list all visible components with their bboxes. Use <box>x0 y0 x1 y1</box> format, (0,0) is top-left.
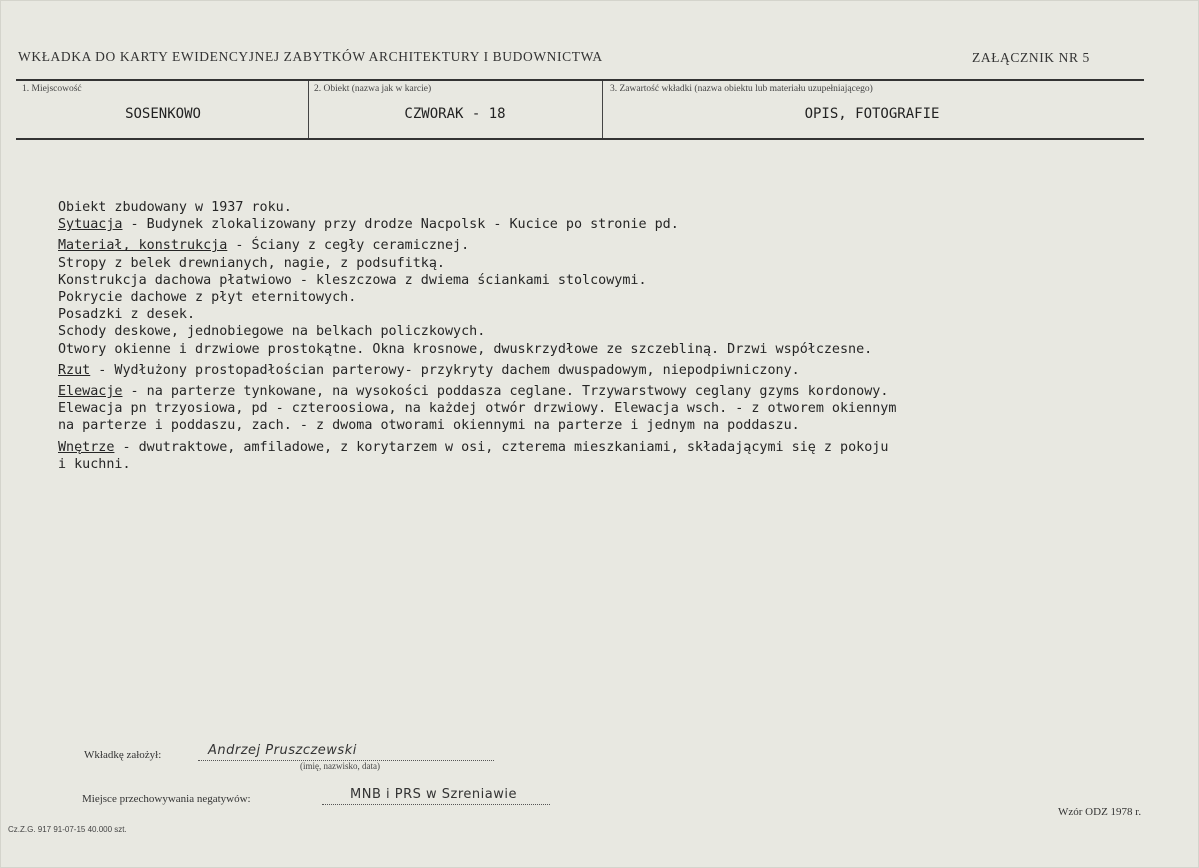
paragraph-elevations <box>58 383 1158 435</box>
storage-dotted-line <box>322 804 550 805</box>
storage-handwritten-value: MNB i PRS w Szreniawie <box>350 787 517 802</box>
text-line: Pokrycie dachowe z płyt eternitowych. <box>58 290 357 306</box>
header-rule-top <box>16 79 1144 81</box>
field-label-contents: 3. Zawartość wkładki (nazwa obiektu lub materiału uzupełniającego) <box>610 84 873 94</box>
paragraph-material <box>58 237 1158 357</box>
field-value-contents: OPIS, FOTOGRAFIE <box>804 106 940 122</box>
section-heading-elevations: Elewacje <box>58 384 123 400</box>
field-value-locality: SOSENKOWO <box>125 106 201 122</box>
section-heading-material: Materiał, konstrukcja <box>58 238 228 254</box>
creator-hint: (imię, nazwisko, data) <box>300 761 380 771</box>
text-line: Otwory okienne i drzwiowe prostokątne. Okna krosnowe, dwuskrzydłowe ze szczebliną. Drzwi współczesne. <box>58 341 873 357</box>
text-line-content: - Wydłużony prostopadłościan parterowy- przykryty dachem dwuspadowym, niepodpiwniczony. <box>90 362 800 378</box>
description-body <box>58 199 1158 473</box>
text-line: Stropy z belek drewnianych, nagie, z podsufitką. <box>58 255 445 271</box>
text-line <box>58 362 1158 379</box>
paragraph-plan <box>58 362 1158 379</box>
text-line: Konstrukcja dachowa płatwiowo - kleszczowa z dwiema ściankami stolcowymi. <box>58 272 647 288</box>
text-line <box>58 237 1158 254</box>
creator-label: Wkładkę założył: <box>84 749 162 761</box>
header-rule-bottom <box>16 138 1144 140</box>
text-line: i kuchni. <box>58 456 131 472</box>
text-line-content: - dwutraktowe, amfiladowe, z korytarzem w osi, czterema mieszkaniami, składającymi się z pokoju <box>114 439 889 455</box>
text-line: na parterze i poddaszu, zach. - z dwoma otworami okiennymi na parterze i jednym na poddaszu. <box>58 418 800 434</box>
text-line <box>58 439 1158 456</box>
text-line-content: - Budynek zlokalizowany przy drodze Nacpolsk - Kucice po stronie pd. <box>122 217 679 233</box>
text-line: Elewacja pn trzyosiowa, pd - czteroosiowa, na każdej otwór drzwiowy. Elewacja wsch. - z otworem okiennym <box>58 401 897 417</box>
creator-handwritten-value: Andrzej Pruszczewski <box>208 743 357 758</box>
text-line: Schody deskowe, jednobiegowe na belkach policzkowych. <box>58 324 486 340</box>
text-line: Posadzki z desek. <box>58 307 196 323</box>
storage-label: Miejsce przechowywania negatywów: <box>82 793 251 805</box>
text-line-content: - Ściany z cegły ceramicznej. <box>227 238 470 254</box>
text-line-content: - na parterze tynkowane, na wysokości poddasza ceglane. Trzywarstwowy ceglany gzyms kordonowy. <box>122 384 889 400</box>
form-pattern: Wzór ODZ 1978 r. <box>1058 806 1142 818</box>
field-label-object: 2. Obiekt (nazwa jak w karcie) <box>314 84 432 94</box>
section-heading-plan: Rzut <box>58 362 91 378</box>
text-line: Obiekt zbudowany w 1937 roku. <box>58 200 292 215</box>
paragraph-construction-date <box>58 199 1158 233</box>
field-label-locality: 1. Miejscowość <box>22 84 82 94</box>
paragraph-interior <box>58 439 1158 473</box>
text-line <box>58 383 1158 400</box>
field-value-object: CZWORAK - 18 <box>404 106 506 122</box>
card-title: WKŁADKA DO KARTY EWIDENCYJNEJ ZABYTKÓW ARCHITEKTURY I BUDOWNICTWA <box>18 49 603 64</box>
attachment-number: ZAŁĄCZNIK NR 5 <box>972 50 1090 65</box>
section-heading-interior: Wnętrze <box>58 439 115 455</box>
section-heading-situation: Sytuacja <box>58 217 123 233</box>
text-line <box>58 216 1158 233</box>
print-code: Cz.Z.G. 917 91-07-15 40.000 szt. <box>8 825 127 834</box>
